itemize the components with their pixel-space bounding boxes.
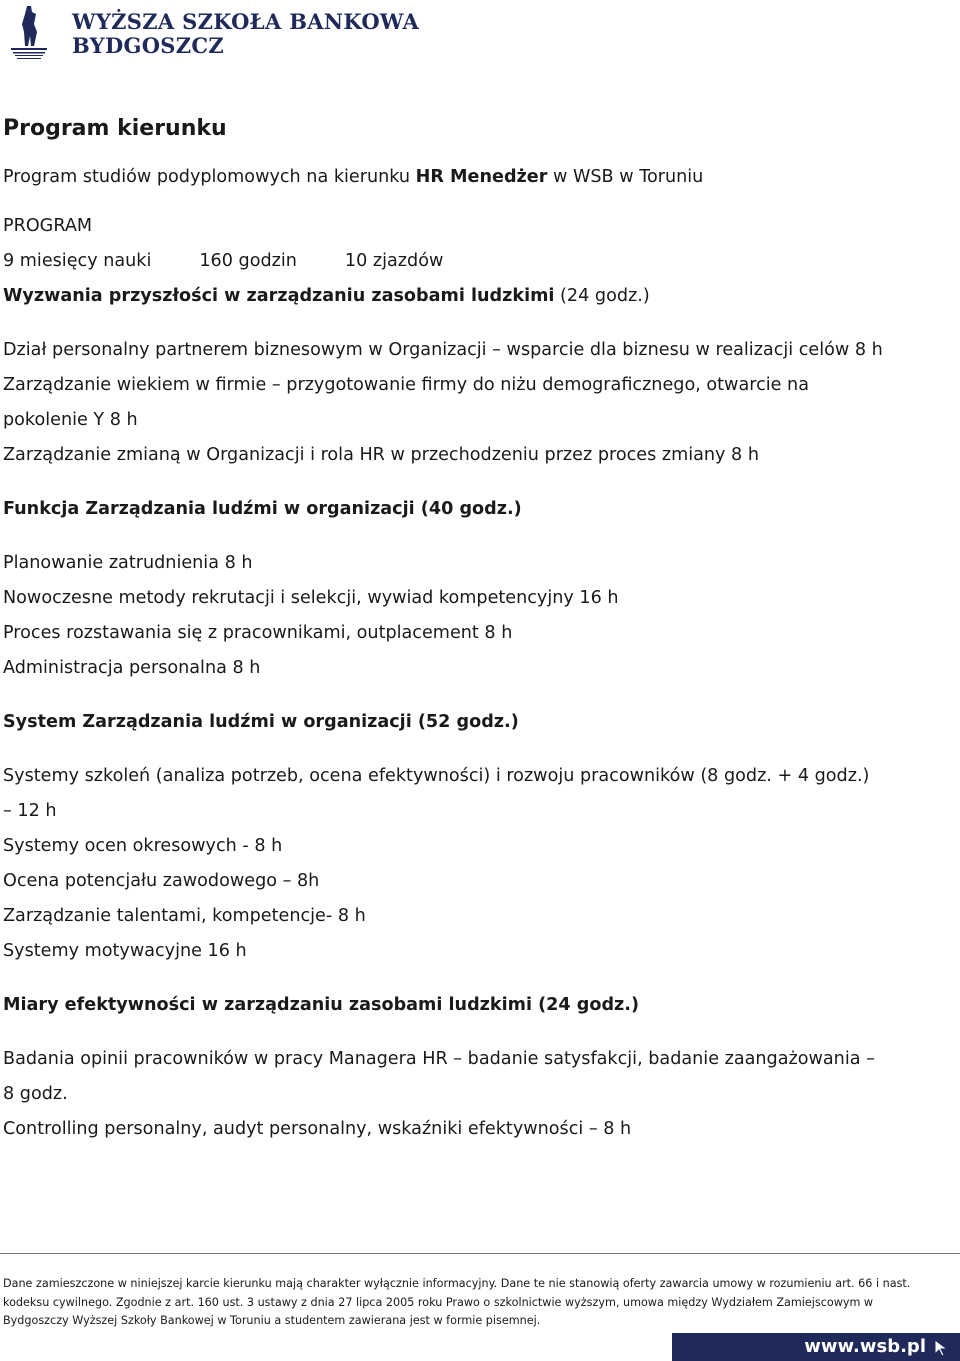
- intro-text-post: w WSB w Toruniu: [547, 167, 704, 187]
- document-body: [3, 112, 955, 1147]
- footer-divider: [0, 1253, 960, 1254]
- section-1-hours: (24 godz.): [554, 286, 650, 306]
- list-item: Administracja personalna 8 h: [3, 658, 261, 678]
- logo-line-1: WYŻSZA SZKOŁA BANKOWA: [72, 9, 420, 34]
- list-item-continuation: – 12 h: [3, 801, 57, 821]
- program-name: HR Menedżer: [415, 167, 548, 187]
- intro-line: [3, 160, 955, 195]
- list-item: Zarządzanie zmianą w Organizacji i rola HR w przechodzeniu przez proces zmiany 8 h: [3, 445, 759, 465]
- list-item-continuation: pokolenie Y 8 h: [3, 410, 138, 430]
- list-item: Systemy szkoleń (analiza potrzeb, ocena efektywności) i rozwoju pracowników (8 godz. + 4 godz.): [3, 766, 870, 786]
- program-stats: [3, 244, 955, 279]
- section-4-title: Miary efektywności w zarządzaniu zasobami ludzkimi (24 godz.): [3, 995, 640, 1015]
- stat-hours: 160 godzin: [199, 251, 297, 271]
- section-heading-1: [3, 279, 955, 314]
- stat-sessions: 10 zjazdów: [344, 251, 444, 271]
- website-link-badge[interactable]: [672, 1333, 960, 1361]
- section-heading-2: [3, 492, 955, 527]
- program-label: PROGRAM: [3, 216, 93, 236]
- footer-disclaimer: [3, 1275, 948, 1331]
- section-1-title: Wyzwania przyszłości w zarządzaniu zasobami ludzkimi: [3, 286, 555, 306]
- footer-line-3: Bydgoszczy Wyższej Szkoły Bankowej w Toruniu a studentem zawierana jest w formie pisemnej.: [3, 1314, 541, 1327]
- section-heading-3: [3, 705, 955, 740]
- logo-line-2: BYDGOSZCZ: [72, 33, 225, 58]
- list-item: Dział personalny partnerem biznesowym w Organizacji – wsparcie dla biznesu w realizacji celów 8 h: [3, 340, 883, 360]
- stat-months: 9 miesięcy nauki: [3, 251, 152, 271]
- section-heading-4: [3, 988, 955, 1023]
- cursor-arrow-icon: [934, 1339, 950, 1357]
- list-item: Planowanie zatrudnienia 8 h: [3, 553, 253, 573]
- list-item-continuation: 8 godz.: [3, 1084, 68, 1104]
- list-item: Badania opinii pracowników w pracy Managera HR – badanie satysfakcji, badanie zaangażowania –: [3, 1049, 875, 1069]
- list-item: Systemy ocen okresowych - 8 h: [3, 836, 283, 856]
- list-item: Systemy motywacyjne 16 h: [3, 941, 247, 961]
- page-header: [0, 0, 960, 70]
- website-url[interactable]: www.wsb.pl: [804, 1336, 926, 1357]
- footer-line-2: kodeksu cywilnego. Zgodnie z art. 160 ust. 3 ustawy z dnia 27 lipca 2005 roku Prawo o szkolnictwie wyższym, umowa między Wydziałem Zamiejscowym w: [3, 1295, 874, 1309]
- page-title: Program kierunku: [3, 116, 227, 141]
- section-3-title: System Zarządzania ludźmi w organizacji (52 godz.): [3, 712, 519, 732]
- list-item: Controlling personalny, audyt personalny, wskaźniki efektywności – 8 h: [3, 1119, 632, 1139]
- list-item: Ocena potencjału zawodowego – 8h: [3, 871, 320, 891]
- list-item: Nowoczesne metody rekrutacji i selekcji, wywiad kompetencyjny 16 h: [3, 588, 619, 608]
- list-item: Zarządzanie wiekiem w firmie – przygotowanie firmy do niżu demograficznego, otwarcie na: [3, 375, 809, 395]
- section-2-title: Funkcja Zarządzania ludźmi w organizacji (40 godz.): [3, 499, 522, 519]
- list-item: Proces rozstawania się z pracownikami, outplacement 8 h: [3, 623, 513, 643]
- list-item: Zarządzanie talentami, kompetencje- 8 h: [3, 906, 366, 926]
- university-logo-wordmark: [72, 10, 419, 58]
- intro-text-pre: Program studiów podyplomowych na kierunku: [3, 167, 416, 187]
- university-emblem-icon: [5, 2, 53, 62]
- footer-line-1: Dane zamieszczone w niniejszej karcie kierunku mają charakter wyłącznie informacyjny. Dane te nie stanowią oferty zawarcia umowy w rozumieniu art. 66 i nast.: [3, 1277, 911, 1290]
